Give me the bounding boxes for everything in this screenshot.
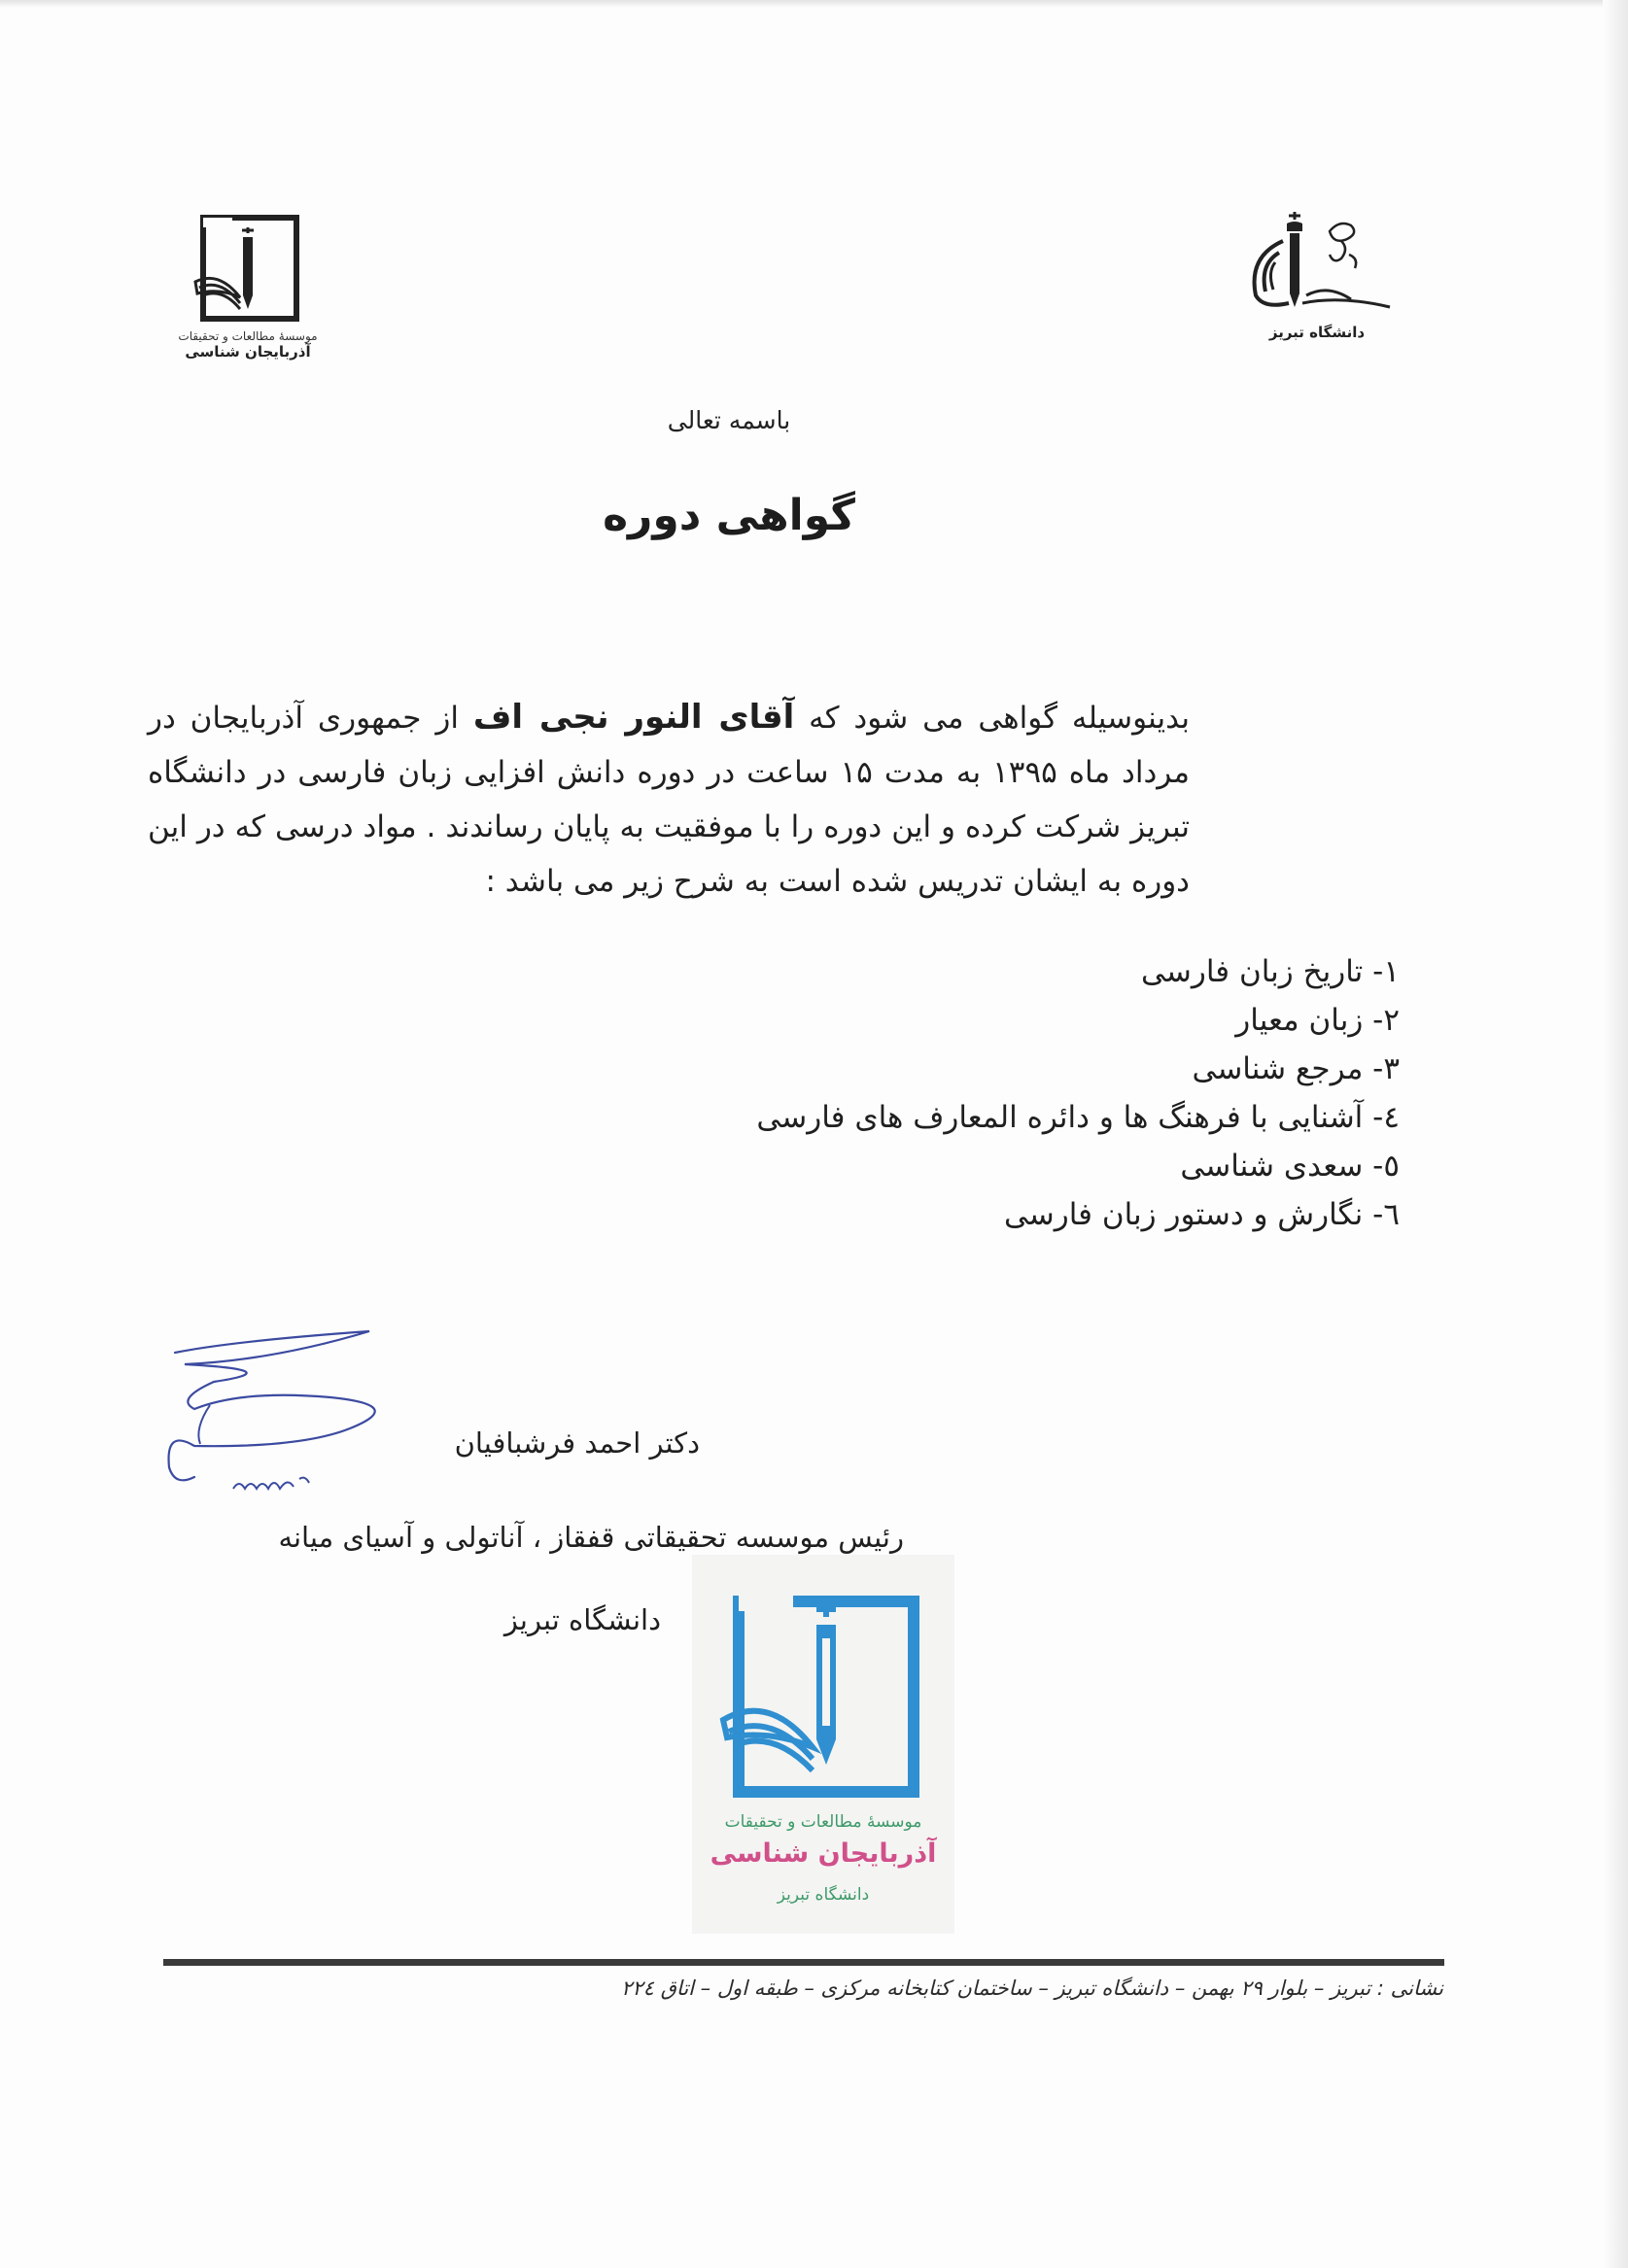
institute-logo xyxy=(165,214,330,374)
certificate-title: گواهی دوره xyxy=(603,491,855,540)
institute-logo-caption-top: موسسهٔ مطالعات و تحقیقات xyxy=(178,329,318,343)
signatory-university: دانشگاه تبریز xyxy=(503,1603,661,1636)
course-item: ۳- مرجع شناسی xyxy=(1192,1051,1400,1086)
institute-emblem-icon xyxy=(190,214,306,326)
signatory-role: رئیس موسسه تحقیقاتی قفقاز ، آناتولی و آسیای میانه xyxy=(278,1521,904,1554)
body-text: از جمهوری آذربایجان در مرداد ماه ۱۳۹۵ به مدت ۱۵ ساعت در دوره دانش افزایی زبان فارسی در دانشگاه تبریز شرکت کرده و این دوره را با موفقیت به پایان رساندند . مواد درسی که در این دوره به ایشان تدریس شده است به شرح زیر می باشد : xyxy=(148,701,1190,899)
scan-top-edge xyxy=(0,0,1628,8)
basmala: باسمه تعالی xyxy=(667,406,791,434)
stamp-line-1: موسسهٔ مطالعات و تحقیقات xyxy=(724,1812,922,1832)
institute-logo-caption-bottom: آذربایجان شناسی xyxy=(185,343,311,361)
handwritten-signature xyxy=(156,1322,389,1506)
recipient-name: آقای النور نجی اف xyxy=(472,698,795,737)
signatory-name: دکتر احمد فرشبافیان xyxy=(454,1426,700,1460)
scan-right-edge xyxy=(1603,0,1628,2268)
course-item: ٤- آشنایی با فرهنگ ها و دائره المعارف های فارسی xyxy=(756,1100,1400,1135)
university-logo xyxy=(1230,202,1404,367)
course-item: ۲- زبان معیار xyxy=(1235,1003,1400,1038)
stamp-line-3: دانشگاه تبریز xyxy=(777,1885,870,1905)
stamp-line-2: آذربایجان شناسی xyxy=(710,1838,937,1869)
body-intro: بدینوسیله گواهی می شود که xyxy=(794,701,1190,736)
university-emblem-icon xyxy=(1234,202,1400,324)
course-item: ٦- نگارش و دستور زبان فارسی xyxy=(1003,1197,1400,1232)
course-item: ۱- تاریخ زبان فارسی xyxy=(1141,954,1400,989)
university-logo-caption: دانشگاه تبریز xyxy=(1268,324,1366,341)
course-list xyxy=(583,947,1400,1239)
official-stamp xyxy=(692,1555,954,1934)
course-item: ٥- سعدی شناسی xyxy=(1180,1149,1400,1184)
certificate-body xyxy=(148,690,1190,909)
footer-divider xyxy=(163,1959,1444,1966)
footer-address: نشانی : تبریز – بلوار ۲۹ بهمن – دانشگاه تبریز – ساختمان کتابخانه مرکزی – طبقه اول – اتاق ۲۲٤ xyxy=(621,1976,1443,2000)
stamp-emblem-icon xyxy=(711,1584,935,1807)
